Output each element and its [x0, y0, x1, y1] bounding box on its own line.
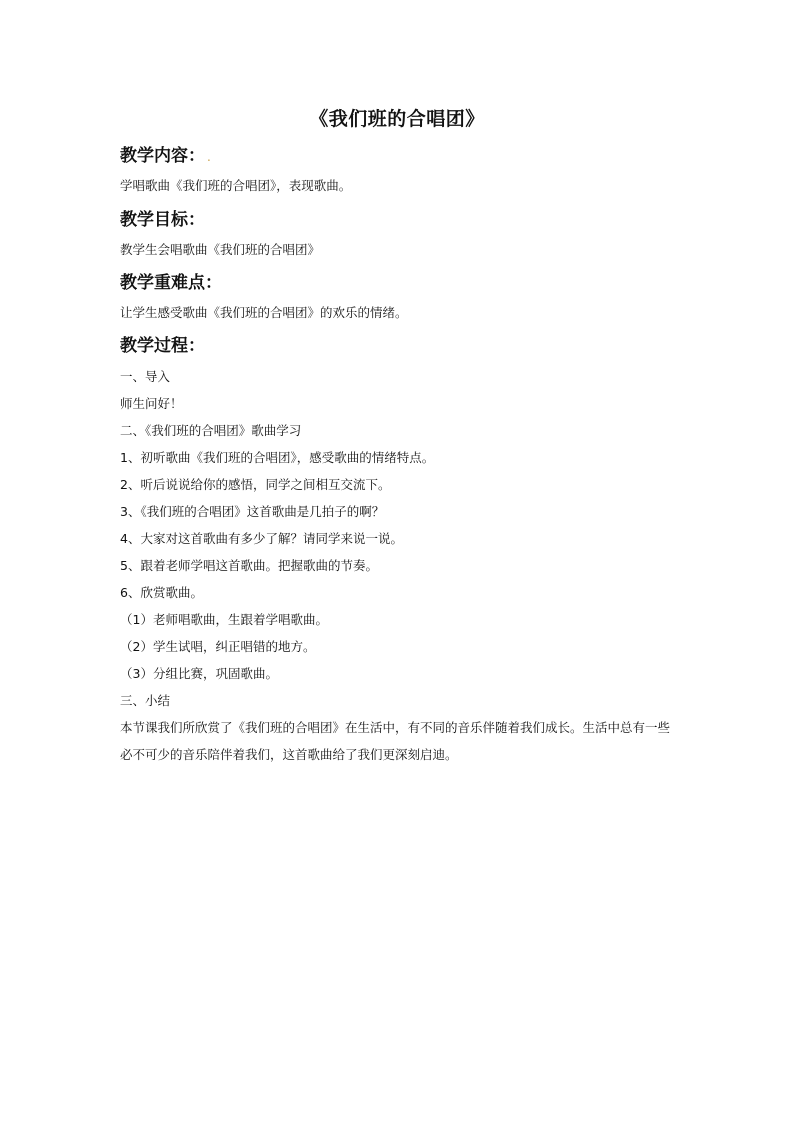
- teaching-goal-text: 教学生会唱歌曲《我们班的合唱团》: [120, 242, 321, 257]
- heading-teaching-goal: 教学目标：: [120, 210, 205, 230]
- process-line: 2、听后说说给你的感悟，同学之间相互交流下。: [120, 477, 391, 492]
- heading-key-points: 教学重难点：: [120, 273, 222, 293]
- process-line: （2）学生试唱，纠正唱错的地方。: [120, 639, 316, 654]
- heading-teaching-process: 教学过程：: [120, 336, 205, 356]
- key-points-text: 让学生感受歌曲《我们班的合唱团》的欢乐的情绪。: [120, 305, 408, 320]
- process-line: 3、《我们班的合唱团》这首歌曲是几拍子的啊？: [120, 504, 385, 519]
- process-line: 1、初听歌曲《我们班的合唱团》，感受歌曲的情绪特点。: [120, 450, 435, 465]
- summary-paragraph: 本节课我们所欣赏了《我们班的合唱团》在生活中，有不同的音乐伴随着我们成长。生活中总有一些必不可少的音乐陪伴着我们，这首歌曲给了我们更深刻启迪。: [120, 720, 671, 762]
- heading-teaching-content-text: 教学内容：: [120, 146, 205, 166]
- process-line: 4、大家对这首歌曲有多少了解？请同学来说一说。: [120, 531, 403, 546]
- process-line: 5、跟着老师学唱这首歌曲。把握歌曲的节奏。: [120, 558, 378, 573]
- document-title: 《我们班的合唱团》: [309, 108, 485, 130]
- heading-teaching-content: [120, 141, 211, 166]
- process-line: （3）分组比赛，巩固歌曲。: [120, 666, 278, 681]
- process-line: 6、欣赏歌曲。: [120, 585, 203, 600]
- process-line: 一、导入: [120, 369, 171, 384]
- process-line: 三、小结: [120, 693, 171, 708]
- stray-mark: .: [207, 150, 211, 164]
- process-line: （1）老师唱歌曲，生跟着学唱歌曲。: [120, 612, 328, 627]
- teaching-content-text: 学唱歌曲《我们班的合唱团》，表现歌曲。: [120, 178, 352, 193]
- process-line: 师生问好！: [120, 396, 183, 411]
- process-line: 二、《我们班的合唱团》歌曲学习: [120, 423, 302, 438]
